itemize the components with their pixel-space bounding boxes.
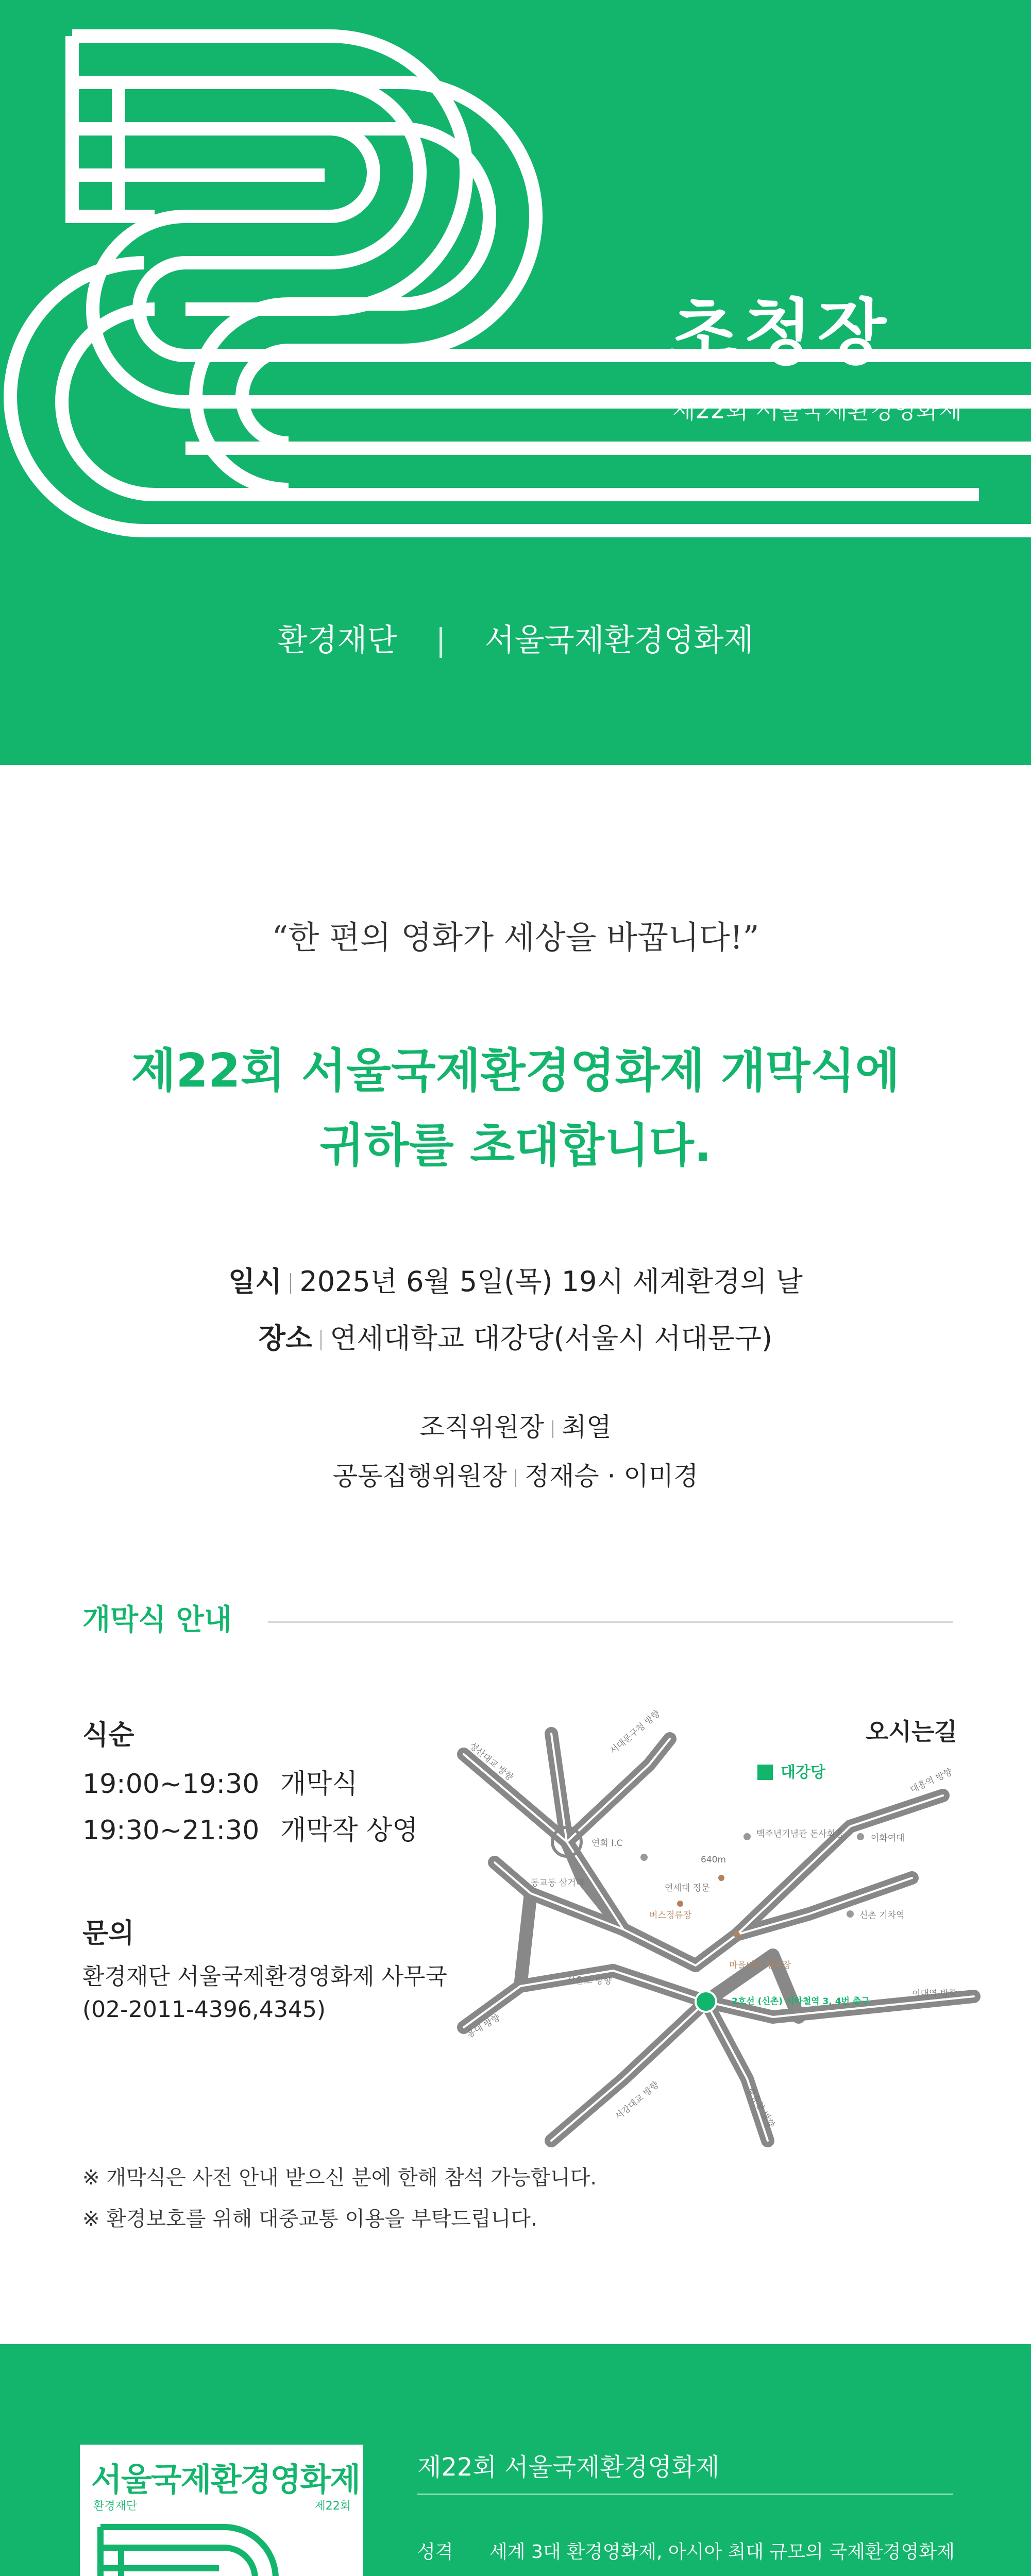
program-1-item: 개막식 — [280, 1769, 358, 1800]
map-dir-2: 서대문구청 방향 — [608, 1708, 663, 1756]
map-dir-4: 신촌로 방향 — [567, 1976, 612, 1986]
poster-22-graphic — [80, 2512, 363, 2576]
host-1-title: 조직위원장 — [419, 1412, 544, 1442]
footer-info-title: 제22회 서울국제환경영화제 — [417, 2453, 720, 2482]
map-label-ewha: 이화여대 — [871, 1833, 905, 1843]
map-label-station: 2호선 (신촌) 지하철역 3, 4번 출구 — [732, 1996, 870, 2007]
invitation-body — [0, 765, 1031, 2344]
date-row — [0, 1260, 1031, 1299]
host-2-name: 정재승 · 이미경 — [524, 1461, 699, 1491]
organizer-kef: 환경재단 — [277, 622, 397, 658]
contact-line-2: (02-2011-4396,4345) — [82, 1996, 326, 2023]
hero-section — [0, 0, 1031, 765]
headline-line-2: 귀하를 초대합니다. — [319, 1118, 712, 1173]
host-row-2 — [0, 1455, 1031, 1493]
contact-title: 문의 — [82, 1918, 134, 1949]
date-label: 일시 — [228, 1265, 282, 1298]
map-dir-10: 이대역 방향 — [912, 1989, 957, 1999]
place-value: 연세대학교 대강당(서울시 서대문구) — [330, 1322, 773, 1354]
festival-edition-subtitle: 제22회 서울국제환경영화제 — [672, 396, 962, 424]
map-label-baekyang: 백주년기념관 돈사회홀 — [756, 1829, 844, 1839]
venue-label: 대강당 — [781, 1764, 825, 1782]
program-2-item: 개막작 상영 — [280, 1815, 418, 1846]
program-1-time: 19:00~19:30 — [82, 1769, 260, 1800]
host-2-title: 공동집행위원장 — [332, 1461, 507, 1491]
invitation-title: 초청장 — [670, 291, 891, 374]
map-title: 오시는길 — [866, 1718, 957, 1745]
footer-rule-top — [417, 2494, 953, 2495]
festival-poster — [80, 2445, 363, 2576]
program-title: 식순 — [82, 1720, 134, 1751]
map-label-ic: 연희 I.C — [591, 1838, 623, 1849]
place-row — [0, 1316, 1031, 1356]
organizer-divider: | — [435, 622, 446, 658]
map-dir-1: 성산대교 방향 — [467, 1740, 515, 1783]
venue-marker-icon — [757, 1765, 773, 1780]
poster-org: 환경재단 — [93, 2500, 138, 2513]
footer-row-1-val: 세계 3대 환경영화제, 아시아 최대 규모의 국제환경영화제 — [489, 2541, 955, 2563]
poster-edition: 제22회 — [314, 2500, 351, 2513]
map-dir-6: 서강대교 방향 — [613, 2079, 661, 2122]
map-label-gate: 연세대 정문 — [665, 1883, 710, 1893]
location-map — [448, 1708, 984, 2161]
headline-line-1: 제22회 서울국제환경영화제 개막식에 — [131, 1044, 900, 1098]
quote-text: “한 편의 영화가 세상을 바꿉니다!” — [272, 919, 759, 956]
map-label-sinchon: 신촌 기차역 — [859, 1910, 905, 1921]
place-label: 장소 — [258, 1322, 313, 1354]
guide-section-rule — [268, 1621, 953, 1623]
program-row-1 — [82, 1762, 358, 1801]
station-marker-icon — [696, 1991, 716, 2012]
date-value: 2025년 6월 5일(목) 19시 세계환경의 날 — [299, 1265, 803, 1298]
map-dir-11: 광흥창 방향 — [745, 2085, 776, 2130]
map-label-640m: 640m — [701, 1855, 726, 1865]
map-label-bus2: 마을버스 정류장 — [729, 1960, 791, 1971]
poster-title: 서울국제환경영화제 — [91, 2461, 360, 2498]
footer-section — [0, 2344, 1031, 2576]
organizer-row — [0, 616, 1031, 660]
footer-row-1-key: 성격 — [417, 2541, 453, 2563]
map-dir-9: 대흥역 방향 — [908, 1767, 954, 1795]
map-label-dongkyo: 동교동 삼거리 — [531, 1878, 584, 1888]
map-label-bus: 버스정류장 — [649, 1910, 692, 1921]
organizer-sieff: 서울국제환경영화제 — [484, 622, 754, 658]
host-1-name: 최열 — [561, 1412, 612, 1442]
contact-line-1: 환경재단 서울국제환경영화제 사무국 — [82, 1963, 448, 1990]
note-1: ※ 개막식은 사전 안내 받으신 분에 한해 참석 가능합니다. — [82, 2166, 597, 2190]
program-row-2 — [82, 1808, 418, 1847]
program-2-time: 19:30~21:30 — [82, 1815, 260, 1846]
footer-row-1 — [417, 2537, 955, 2564]
map-dir-3: 홍대 방향 — [465, 2012, 502, 2040]
guide-section-title: 개막식 안내 — [82, 1603, 232, 1637]
host-row-1 — [0, 1406, 1031, 1444]
note-2: ※ 환경보호를 위해 대중교통 이용을 부탁드립니다. — [82, 2207, 537, 2231]
